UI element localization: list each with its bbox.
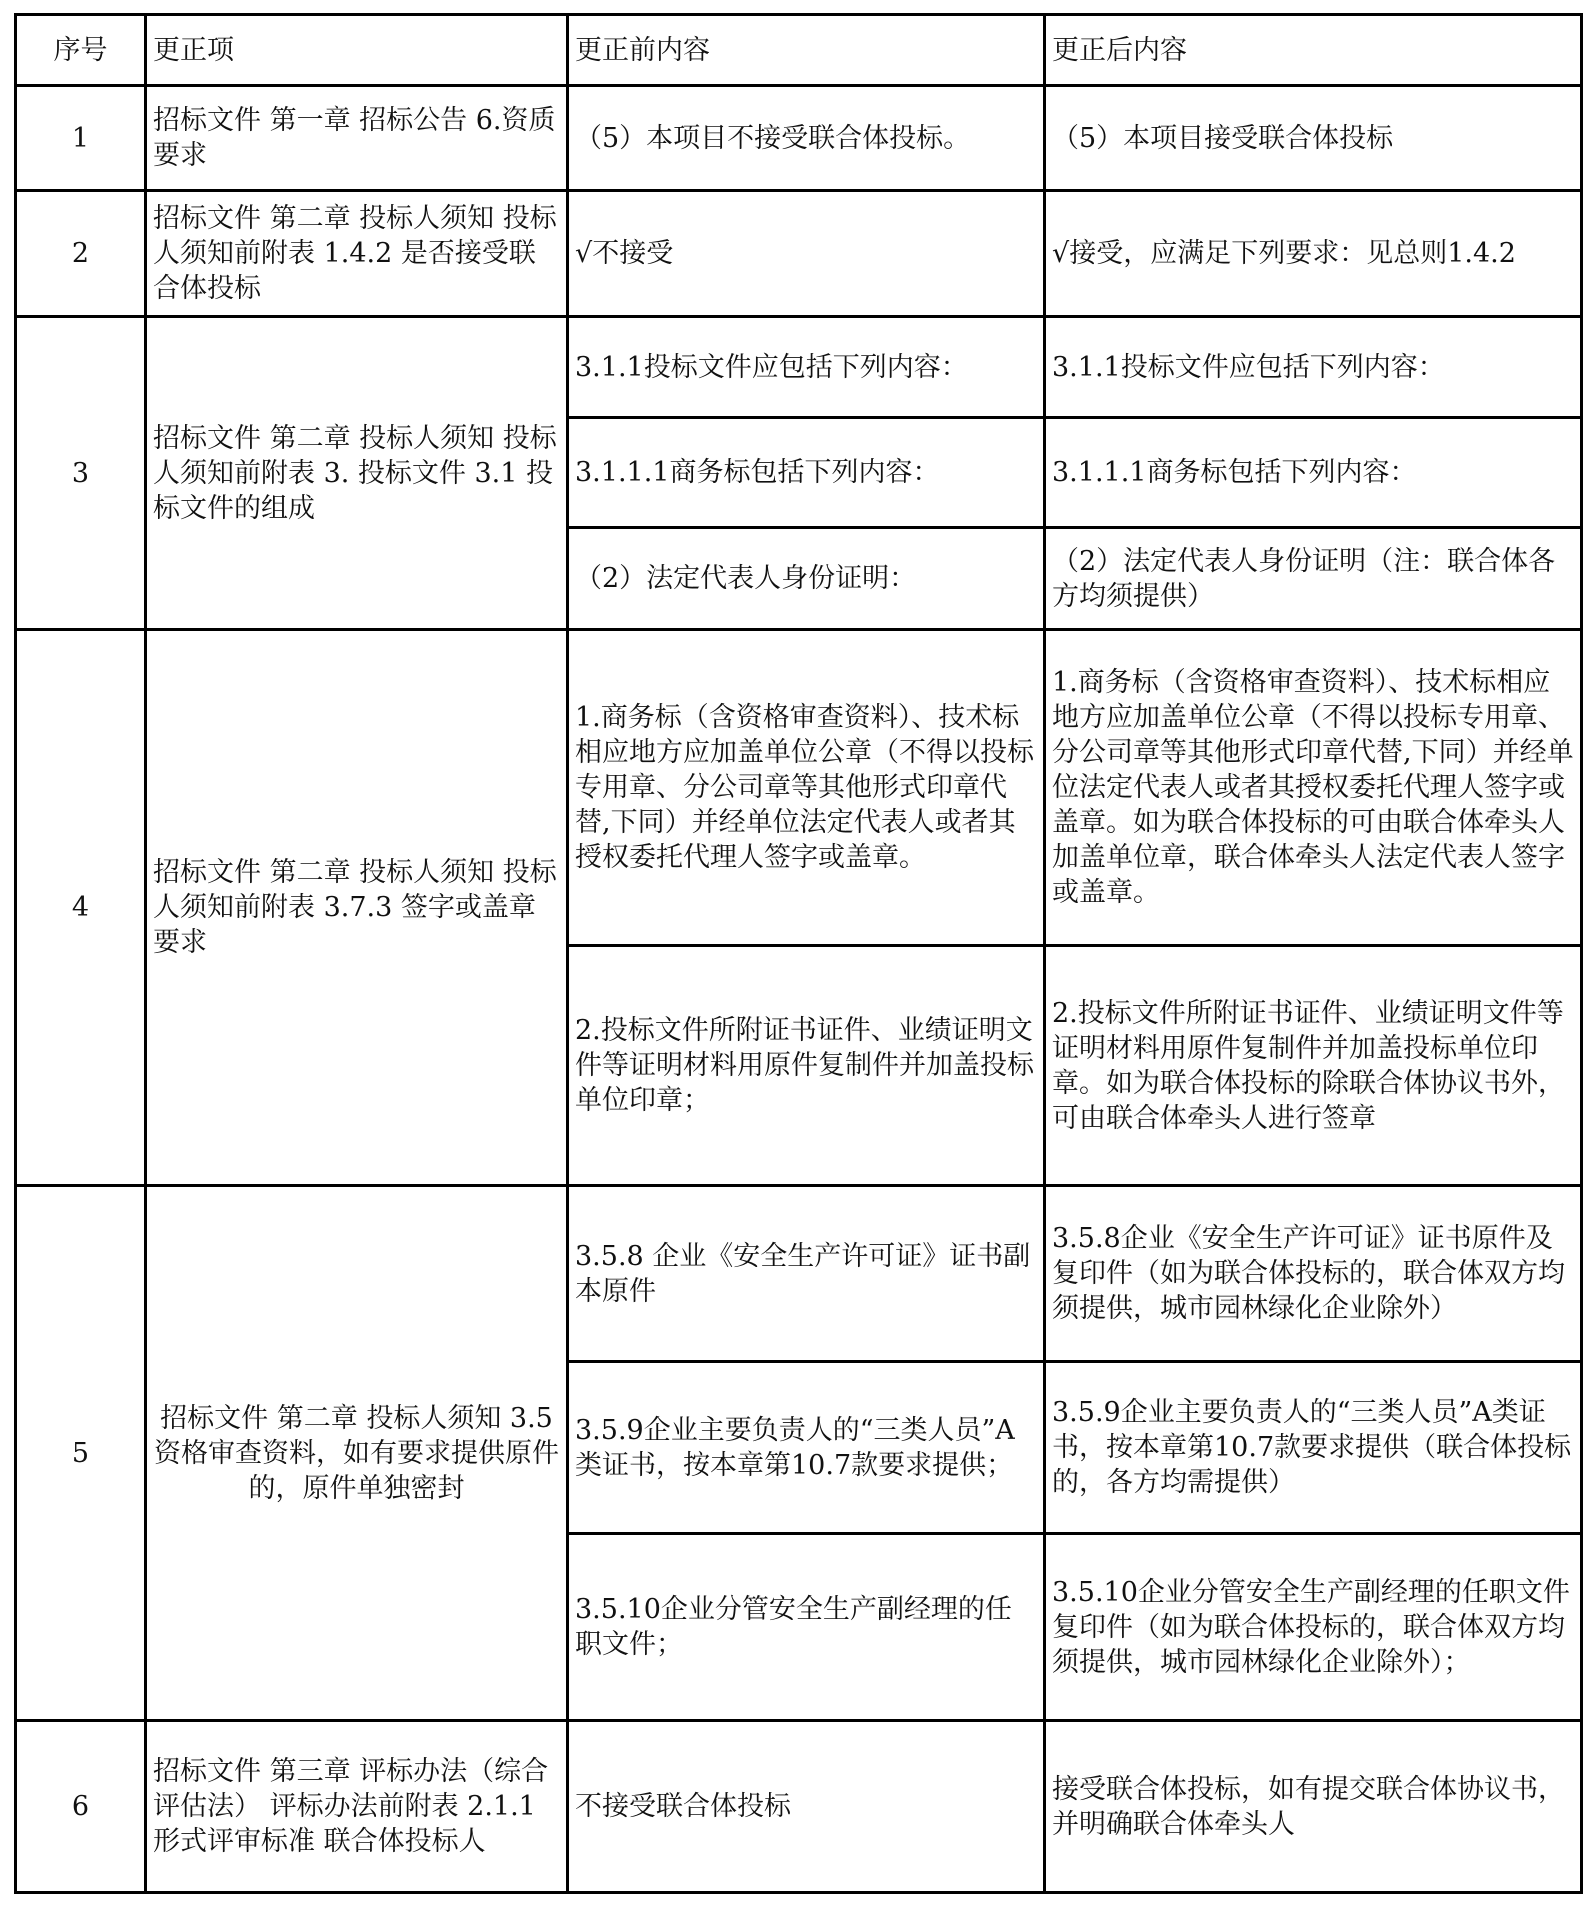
- before-content: 2.投标文件所附证书证件、业绩证明文件等证明材料用原件复制件并加盖投标单位印章；: [568, 946, 1045, 1186]
- after-content: 3.5.9企业主要负责人的“三类人员”A类证书，按本章第10.7款要求提供（联合体投标的，各方均需提供）: [1045, 1362, 1582, 1534]
- table-row: [16, 1186, 1582, 1362]
- row-number: 5: [16, 1186, 146, 1721]
- after-content: 3.5.8企业《安全生产许可证》证书原件及复印件（如为联合体投标的，联合体双方均须提供，城市园林绿化企业除外）: [1045, 1186, 1582, 1362]
- before-content: （2）法定代表人身份证明：: [568, 528, 1045, 630]
- header-row: [16, 15, 1582, 86]
- correction-table: [14, 13, 1583, 1894]
- row-number: 6: [16, 1721, 146, 1893]
- table-row: [16, 317, 1582, 418]
- after-content: （2）法定代表人身份证明（注：联合体各方均须提供）: [1045, 528, 1582, 630]
- before-content: （5）本项目不接受联合体投标。: [568, 86, 1045, 191]
- correction-item: 招标文件 第二章 投标人须知 投标人须知前附表 1.4.2 是否接受联合体投标: [146, 191, 568, 317]
- after-content: （5）本项目接受联合体投标: [1045, 86, 1582, 191]
- correction-item: 招标文件 第二章 投标人须知 投标人须知前附表 3.7.3 签字或盖章要求: [146, 630, 568, 1186]
- after-content: 3.1.1投标文件应包括下列内容：: [1045, 317, 1582, 418]
- before-content: 1.商务标（含资格审查资料）、技术标相应地方应加盖单位公章（不得以投标专用章、分公司章等其他形式印章代替,下同）并经单位法定代表人或者其授权委托代理人签字或盖章。: [568, 630, 1045, 946]
- table-row: [16, 630, 1582, 946]
- table-row: [16, 191, 1582, 317]
- after-content: 1.商务标（含资格审查资料）、技术标相应地方应加盖单位公章（不得以投标专用章、分公司章等其他形式印章代替,下同）并经单位法定代表人或者其授权委托代理人签字或盖章。如为联合体投标的可由联合体牵头人加盖单位章，联合体牵头人法定代表人签字或盖章。: [1045, 630, 1582, 946]
- header-before: 更正前内容: [568, 15, 1045, 86]
- before-content: 不接受联合体投标: [568, 1721, 1045, 1893]
- row-number: 4: [16, 630, 146, 1186]
- before-content: 3.1.1投标文件应包括下列内容：: [568, 317, 1045, 418]
- correction-item: 招标文件 第二章 投标人须知 3.5 资格审查资料，如有要求提供原件的，原件单独密封: [146, 1186, 568, 1721]
- header-item: 更正项: [146, 15, 568, 86]
- correction-item: 招标文件 第一章 招标公告 6.资质要求: [146, 86, 568, 191]
- before-content: 3.1.1.1商务标包括下列内容：: [568, 418, 1045, 528]
- row-number: 1: [16, 86, 146, 191]
- correction-item: 招标文件 第三章 评标办法（综合评估法） 评标办法前附表 2.1.1形式评审标准 联合体投标人: [146, 1721, 568, 1893]
- after-content: √接受，应满足下列要求：见总则1.4.2: [1045, 191, 1582, 317]
- row-number: 3: [16, 317, 146, 630]
- before-content: 3.5.8 企业《安全生产许可证》证书副本原件: [568, 1186, 1045, 1362]
- before-content: √不接受: [568, 191, 1045, 317]
- before-content: 3.5.10企业分管安全生产副经理的任职文件；: [568, 1534, 1045, 1721]
- header-after: 更正后内容: [1045, 15, 1582, 86]
- table-row: [16, 1721, 1582, 1893]
- after-content: 接受联合体投标，如有提交联合体协议书，并明确联合体牵头人: [1045, 1721, 1582, 1893]
- row-number: 2: [16, 191, 146, 317]
- after-content: 3.1.1.1商务标包括下列内容：: [1045, 418, 1582, 528]
- before-content: 3.5.9企业主要负责人的“三类人员”A类证书，按本章第10.7款要求提供；: [568, 1362, 1045, 1534]
- header-no: 序号: [16, 15, 146, 86]
- after-content: 3.5.10企业分管安全生产副经理的任职文件复印件（如为联合体投标的，联合体双方均须提供，城市园林绿化企业除外）；: [1045, 1534, 1582, 1721]
- table-row: [16, 86, 1582, 191]
- correction-item: 招标文件 第二章 投标人须知 投标人须知前附表 3. 投标文件 3.1 投标文件的组成: [146, 317, 568, 630]
- after-content: 2.投标文件所附证书证件、业绩证明文件等证明材料用原件复制件并加盖投标单位印章。如为联合体投标的除联合体协议书外，可由联合体牵头人进行签章: [1045, 946, 1582, 1186]
